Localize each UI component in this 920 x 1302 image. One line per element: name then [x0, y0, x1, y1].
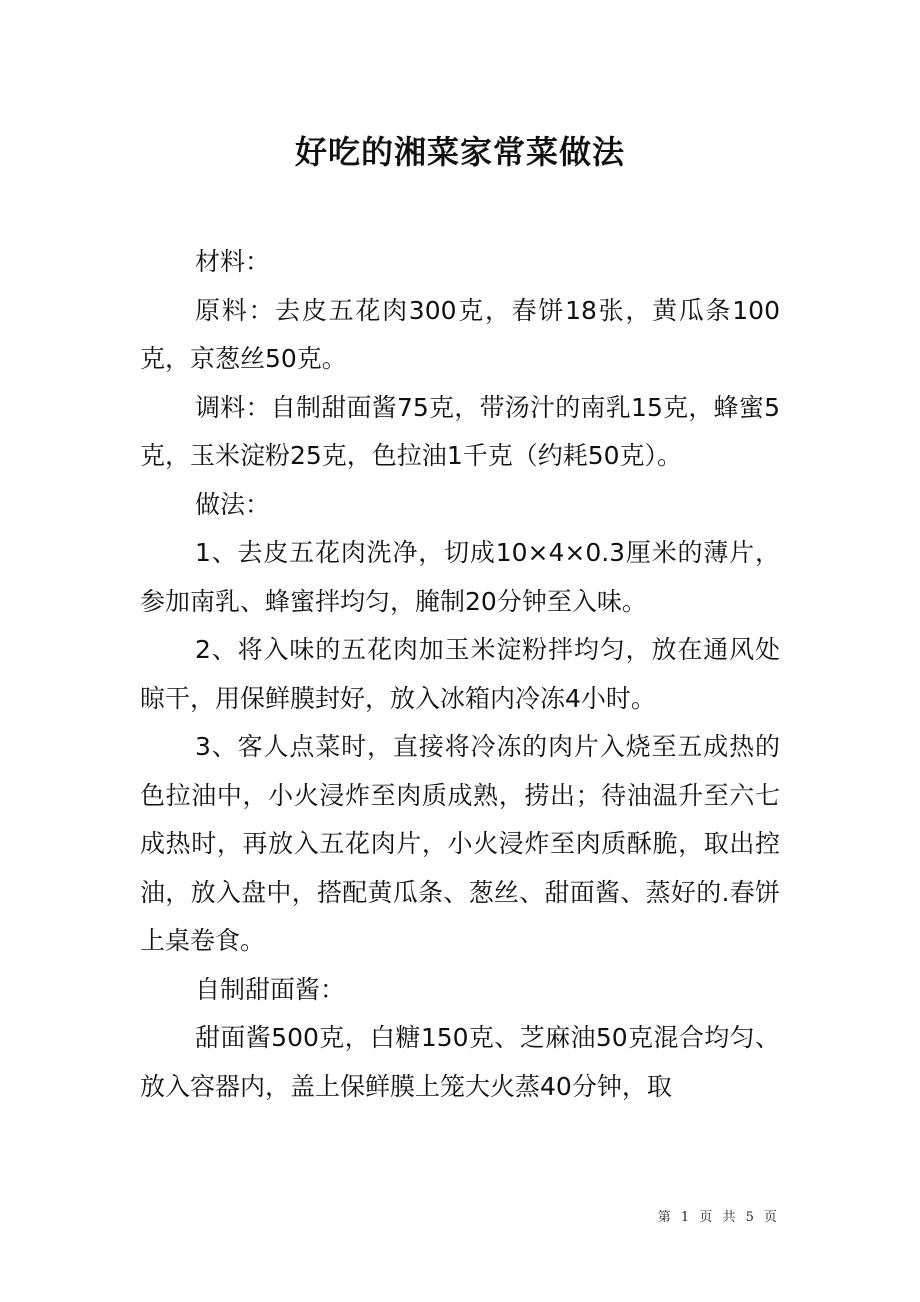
paragraph-seasonings: 调料：自制甜面酱75克，带汤汁的南乳15克，蜂蜜5克，玉米淀粉25克，色拉油1千克（约耗50克）。 [140, 392, 780, 470]
document-body [140, 238, 780, 1111]
paragraph-materials-heading: 材料： [195, 247, 271, 276]
paragraph-sauce-heading: 自制甜面酱： [195, 974, 346, 1004]
paragraph-step-1: 1、去皮五花肉洗净，切成10×4×0.3厘米的薄片，参加南乳、蜂蜜拌均匀，腌制20分钟至入味。 [140, 538, 780, 616]
paragraph-step-2: 2、将入味的五花肉加玉米淀粉拌均匀，放在通风处晾干，用保鲜膜封好，放入冰箱内冷冻4小时。 [140, 635, 780, 713]
page-number-footer: 第 1 页 共 5 页 [657, 1210, 780, 1225]
document-title: 好吃的湘菜家常菜做法 [294, 133, 625, 171]
paragraph-step-3: 3、客人点菜时，直接将冷冻的肉片入烧至五成热的色拉油中，小火浸炸至肉质成熟，捞出；待油温升至六七成热时，再放入五花肉片，小火浸炸至肉质酥脆，取出控油，放入盘中，搭配黄瓜条、葱丝、甜面酱、蒸好的.春饼上桌卷食。 [140, 732, 780, 955]
paragraph-ingredients: 原料：去皮五花肉300克，春饼18张，黄瓜条100克，京葱丝50克。 [140, 295, 780, 373]
paragraph-method-heading: 做法： [195, 489, 271, 519]
paragraph-sauce-method: 甜面酱500克，白糖150克、芝麻油50克混合均匀、放入容器内，盖上保鲜膜上笼大火蒸40分钟，取 [140, 1023, 780, 1101]
